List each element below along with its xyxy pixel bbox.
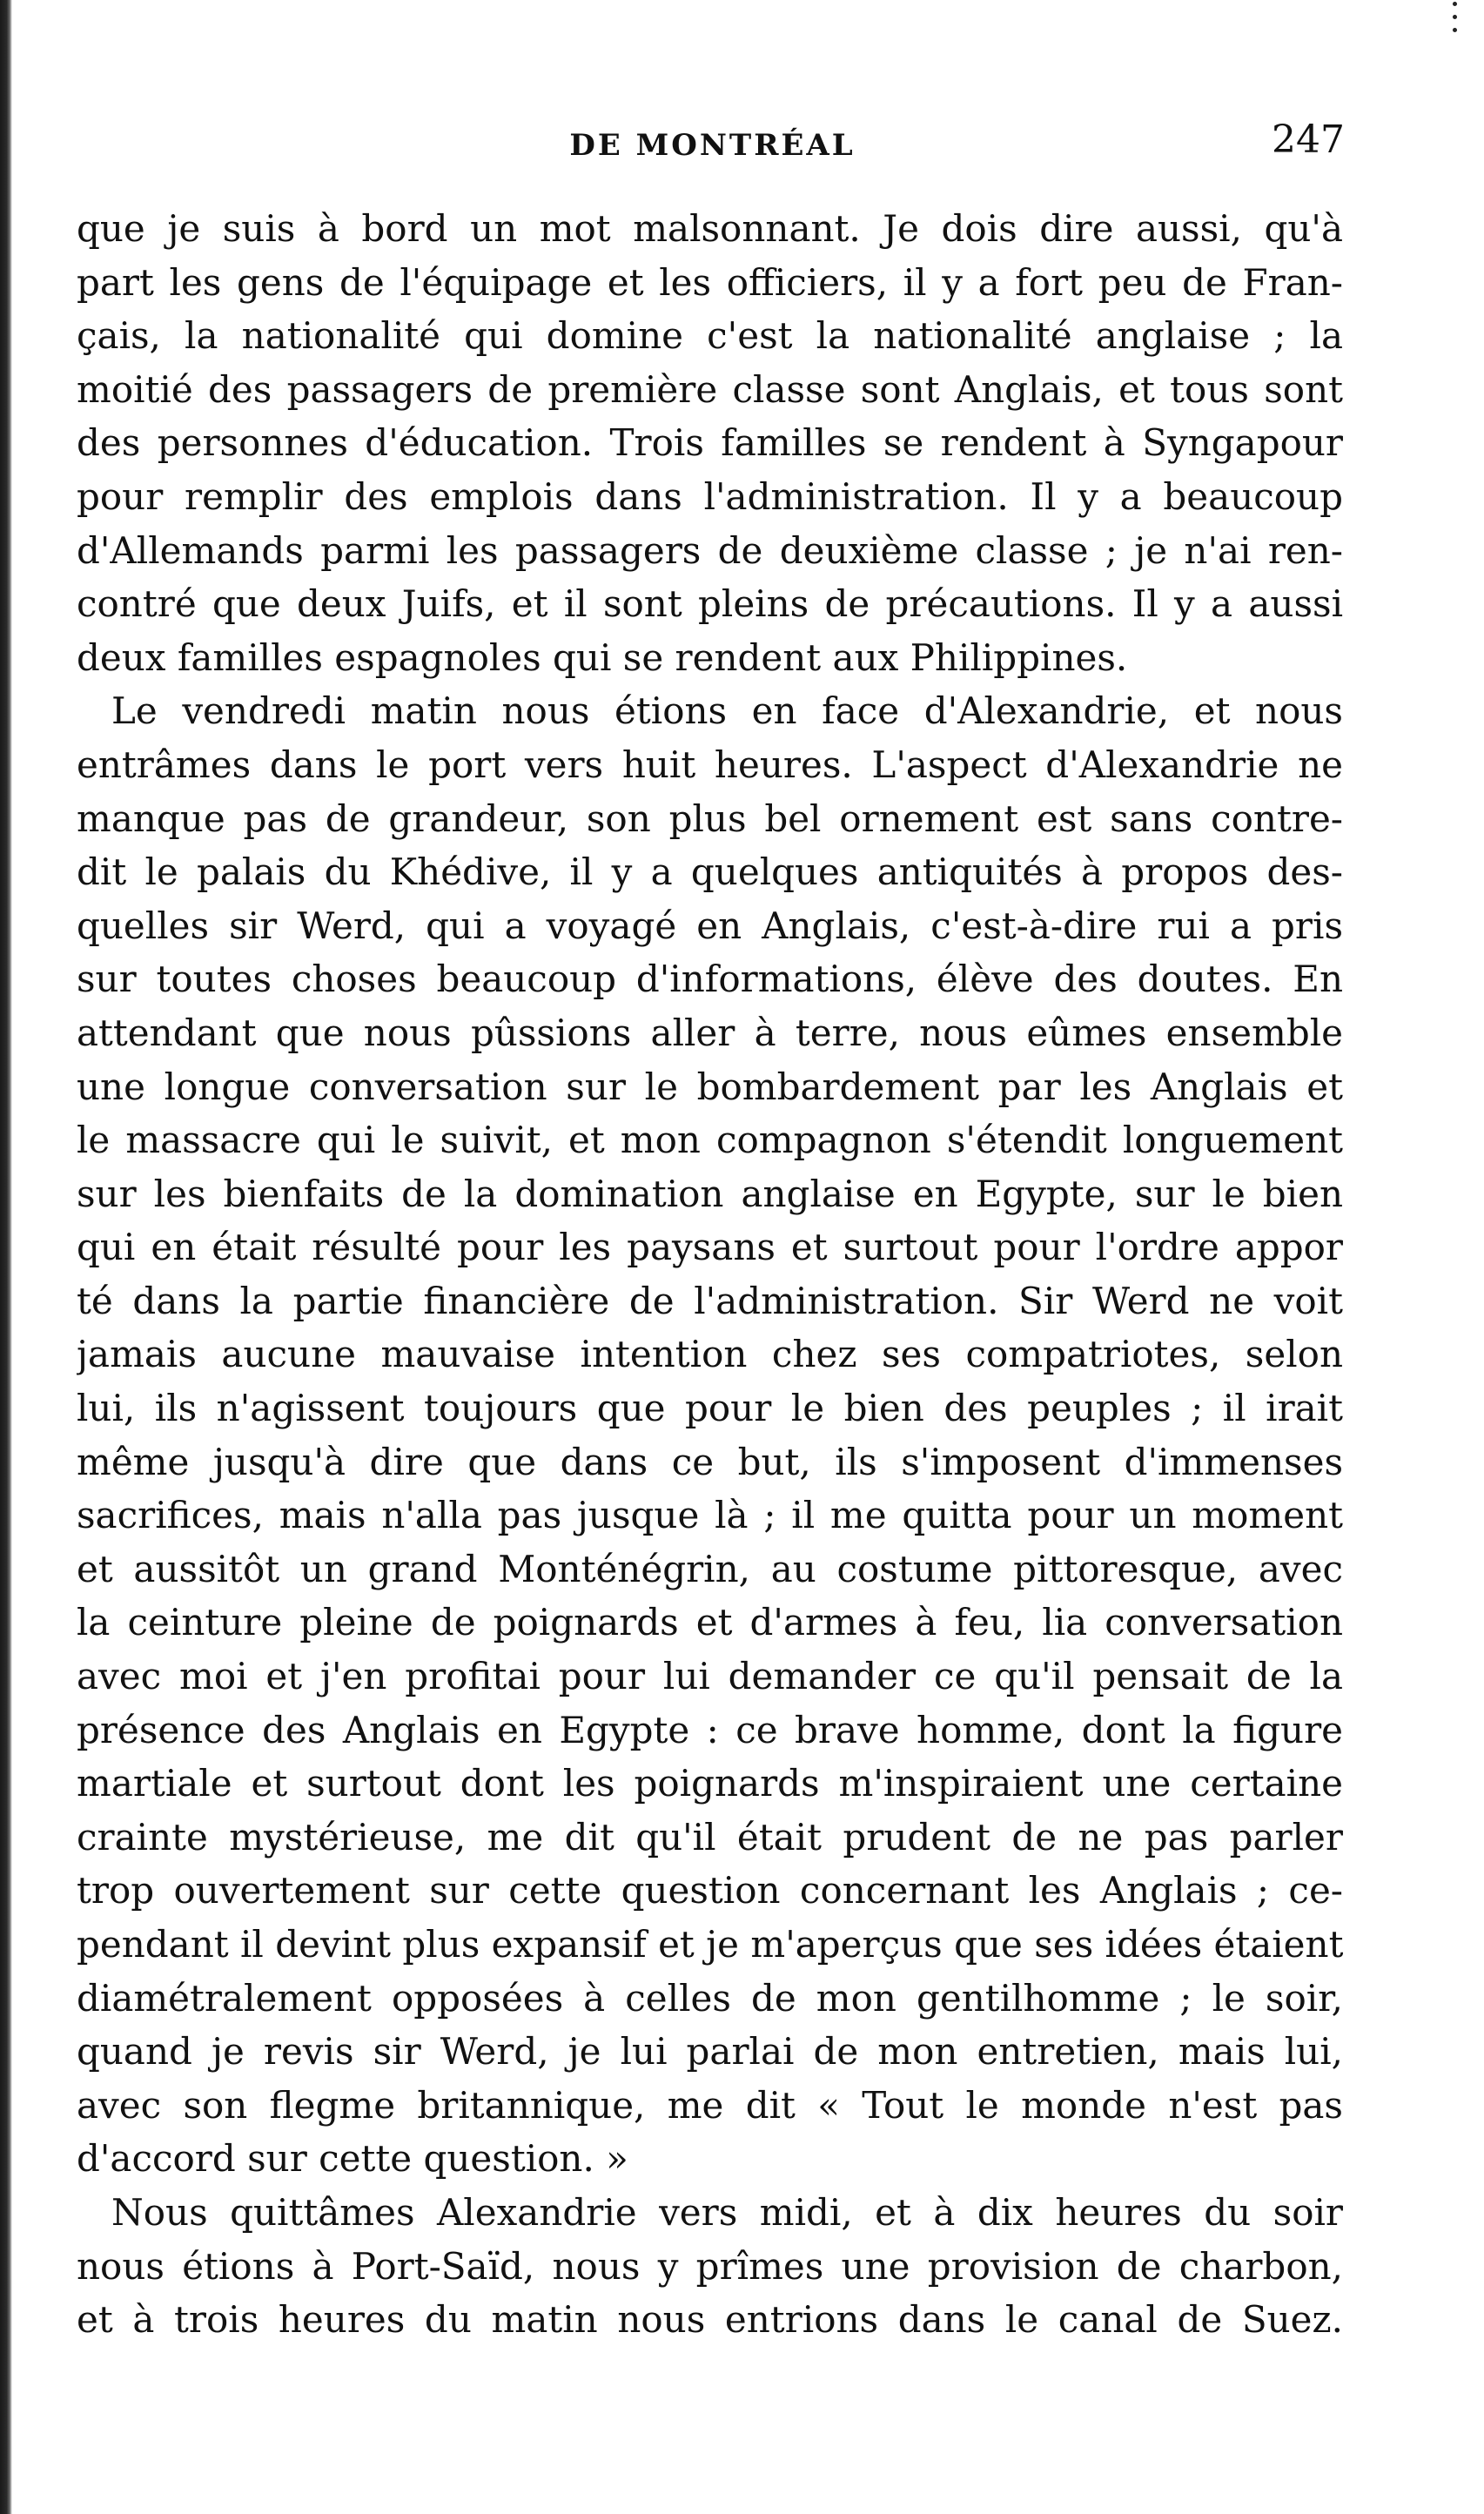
text-line: entrâmes dans le port vers huit heures. L'aspect d'Alexandrie ne — [77, 743, 1343, 786]
text-line: la ceinture pleine de poignards et d'armes à feu, lia conversation — [77, 1601, 1343, 1644]
text-line: et à trois heures du matin nous entrions dans le canal de Suez. — [77, 2298, 1343, 2342]
text-line: jamais aucune mauvaise intention chez ses compatriotes, selon — [77, 1333, 1343, 1376]
text-line: une longue conversation sur le bombardement par les Anglais et — [77, 1065, 1343, 1108]
text-line: sur toutes choses beaucoup d'informations, élève des doutes. En — [77, 958, 1343, 1001]
text-line: manque pas de grandeur, son plus bel ornement est sans contre- — [77, 797, 1343, 840]
page-number: 247 — [1272, 118, 1345, 162]
text-line: martiale et surtout dont les poignards m'inspiraient une certaine — [77, 1762, 1343, 1805]
body-text — [77, 202, 1343, 2347]
text-line: diamétralement opposées à celles de mon gentilhomme ; le soir, — [77, 1976, 1343, 2020]
text-line: lui, ils n'agissent toujours que pour le bien des peuples ; il irait — [77, 1387, 1343, 1430]
corner-marks — [1453, 2, 1458, 37]
text-line: avec son flegme britannique, me dit « Tout le monde n'est pas — [77, 2083, 1343, 2127]
text-line: attendant que nous pûssions aller à terre, nous eûmes ensemble — [77, 1011, 1343, 1054]
text-line: qui en était résulté pour les paysans et surtout pour l'ordre appor — [77, 1226, 1343, 1269]
text-line: Nous quittâmes Alexandrie vers midi, et à dix heures du soir — [111, 2190, 1343, 2234]
text-line: sacrifices, mais n'alla pas jusque là ; il me quitta pour un moment — [77, 1494, 1343, 1537]
text-line: le massacre qui le suivit, et mon compagnon s'étendit longuement — [77, 1119, 1343, 1162]
text-line: nous étions à Port-Saïd, nous y prîmes une provision de charbon, — [77, 2244, 1343, 2288]
text-line: avec moi et j'en profitai pour lui demander ce qu'il pensait de la — [77, 1655, 1343, 1698]
text-line: même jusqu'à dire que dans ce but, ils s'imposent d'immenses — [77, 1440, 1343, 1483]
text-line: d'Allemands parmi les passagers de deuxième classe ; je n'ai ren- — [77, 528, 1343, 572]
running-head — [80, 118, 1345, 170]
text-line: quelles sir Werd, qui a voyagé en Anglais, c'est-à-dire rui a pris — [77, 904, 1343, 947]
text-line: présence des Anglais en Egypte : ce brave homme, dont la figure — [77, 1708, 1343, 1751]
text-line: dit le palais du Khédive, il y a quelques antiquités à propos des- — [77, 850, 1343, 894]
text-line: part les gens de l'équipage et les officiers, il y a fort peu de Fran- — [77, 260, 1343, 304]
text-line: moitié des passagers de première classe sont Anglais, et tous sont — [77, 367, 1343, 411]
text-line: crainte mystérieuse, me dit qu'il était prudent de ne pas parler — [77, 1815, 1343, 1859]
text-line: des personnes d'éducation. Trois familles se rendent à Syngapour — [77, 421, 1343, 465]
text-line: deux familles espagnoles qui se rendent aux Philippines. — [77, 635, 1128, 679]
text-line: pendant il devint plus expansif et je m'aperçus que ses idées étaient — [77, 1923, 1343, 1966]
text-line: pour remplir des emplois dans l'administration. Il y a beaucoup — [77, 474, 1343, 518]
text-line: quand je revis sir Werd, je lui parlai de mon entretien, mais lui, — [77, 2030, 1343, 2074]
text-line: té dans la partie financière de l'administration. Sir Werd ne voit — [77, 1279, 1343, 1322]
text-line: d'accord sur cette question. » — [77, 2137, 628, 2181]
text-line: Le vendredi matin nous étions en face d'Alexandrie, et nous — [111, 689, 1343, 733]
text-line: contré que deux Juifs, et il sont pleins de précautions. Il y a aussi — [77, 582, 1343, 626]
text-line: trop ouvertement sur cette question concernant les Anglais ; ce- — [77, 1869, 1343, 1912]
running-title: DE MONTRÉAL — [569, 128, 856, 163]
text-line: sur les bienfaits de la domination anglaise en Egypte, sur le bien — [77, 1172, 1343, 1215]
text-line: çais, la nationalité qui domine c'est la nationalité anglaise ; la — [77, 314, 1343, 358]
text-line: que je suis à bord un mot malsonnant. Je dois dire aussi, qu'à — [77, 207, 1343, 250]
page-binding-edge — [0, 0, 12, 2514]
text-line: et aussitôt un grand Monténégrin, au costume pittoresque, avec — [77, 1547, 1343, 1590]
